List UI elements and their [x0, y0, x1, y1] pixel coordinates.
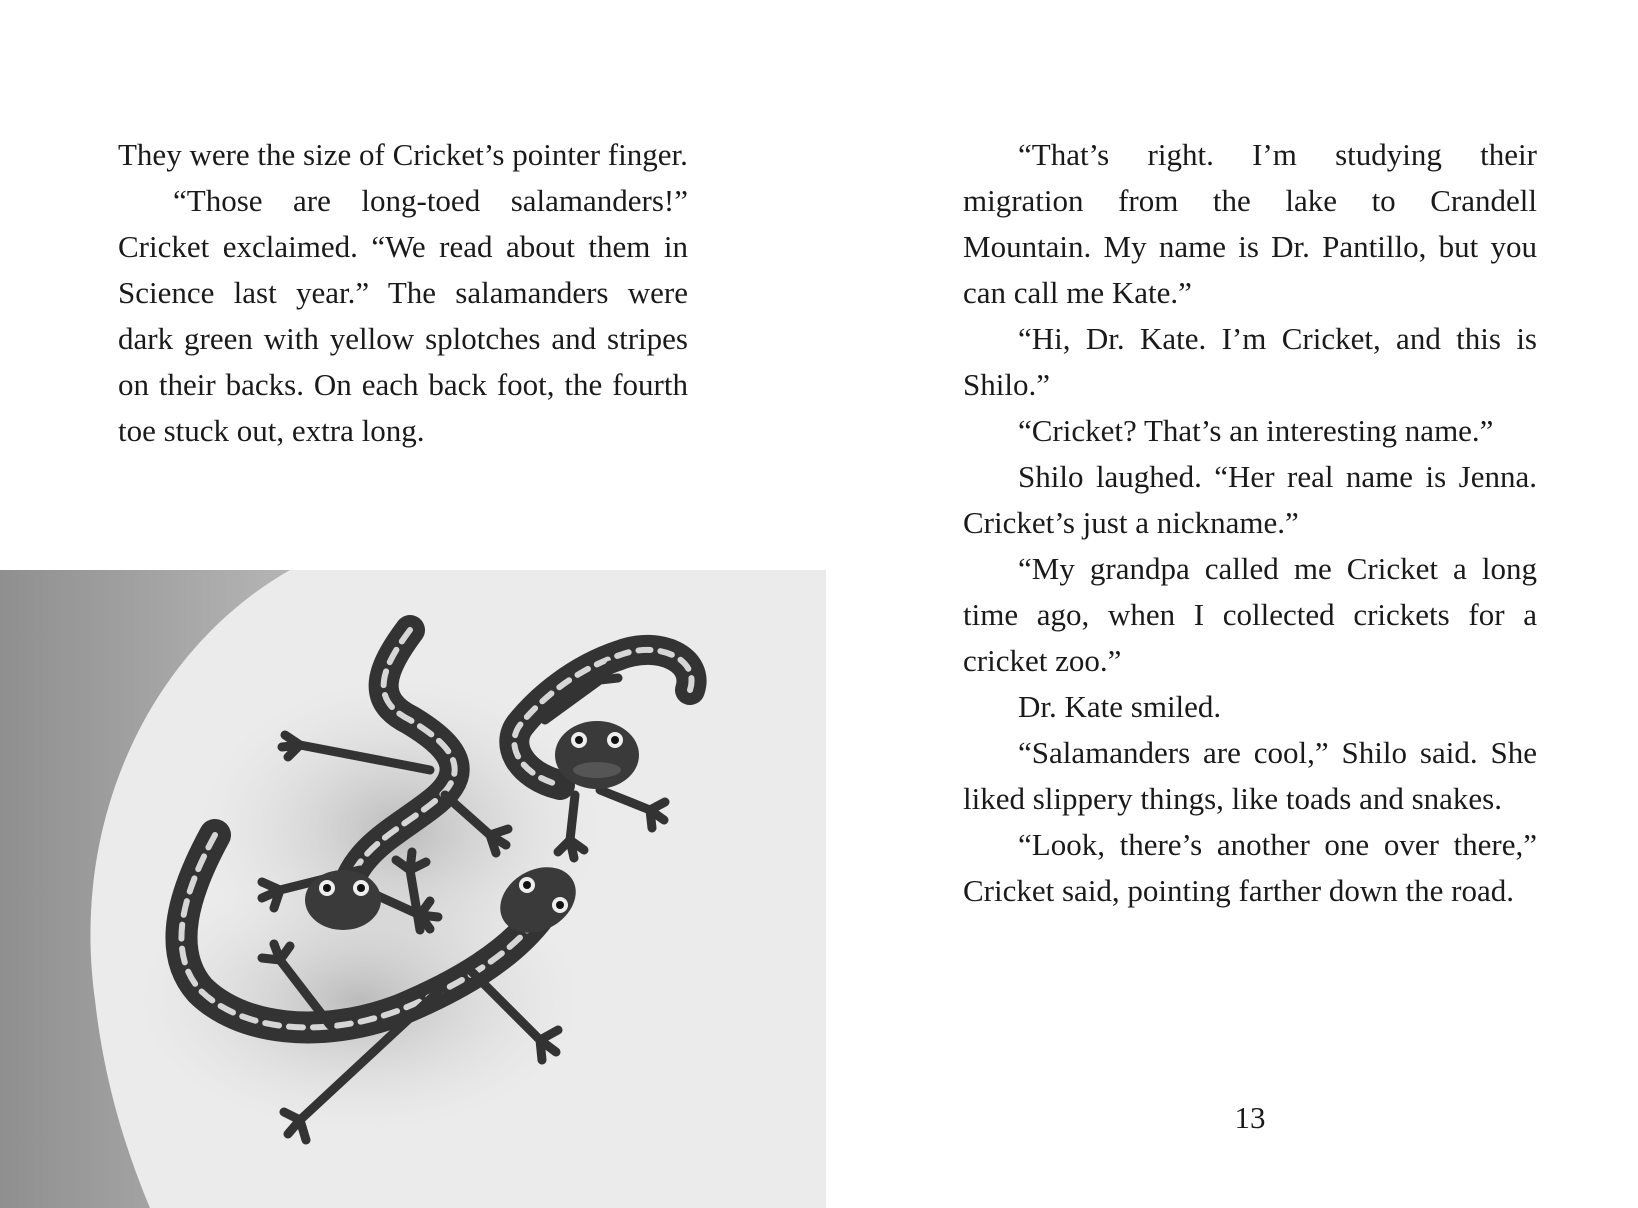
right-page-text	[963, 132, 1537, 914]
paragraph: “Cricket? That’s an interesting name.”	[1018, 413, 1494, 448]
paragraph: “My grandpa called me Cricket a long time ago, when I collected crickets for a cricket zoo.”	[963, 551, 1537, 678]
paragraph: “Salamanders are cool,” Shilo said. She liked slippery things, like toads and snakes.	[963, 735, 1537, 816]
paragraph: “Look, there’s another one over there,” Cricket said, pointing farther down the road.	[963, 827, 1537, 908]
paragraph: “Hi, Dr. Kate. I’m Cricket, and this is Shilo.”	[963, 321, 1537, 402]
left-page-text	[118, 132, 688, 454]
salamander-illustration	[0, 570, 826, 1208]
paragraph: Shilo laughed. “Her real name is Jenna. Cricket’s just a nickname.”	[963, 459, 1537, 540]
paragraph: “That’s right. I’m studying their migration from the lake to Crandell Mountain. My name is Dr. Pantillo, but you can call me Kate.”	[963, 137, 1537, 310]
page-number: 13	[1234, 1100, 1266, 1135]
paragraph: “Those are long-toed salamanders!” Cricket exclaimed. “We read about them in Science last year.” The salamanders were dark green with yellow splotches and stripes on their backs. On each back foot, the fourth toe stuck out, extra long.	[118, 183, 688, 448]
paragraph: Dr. Kate smiled.	[1018, 689, 1222, 724]
paragraph: They were the size of Cricket’s pointer finger.	[118, 137, 688, 172]
